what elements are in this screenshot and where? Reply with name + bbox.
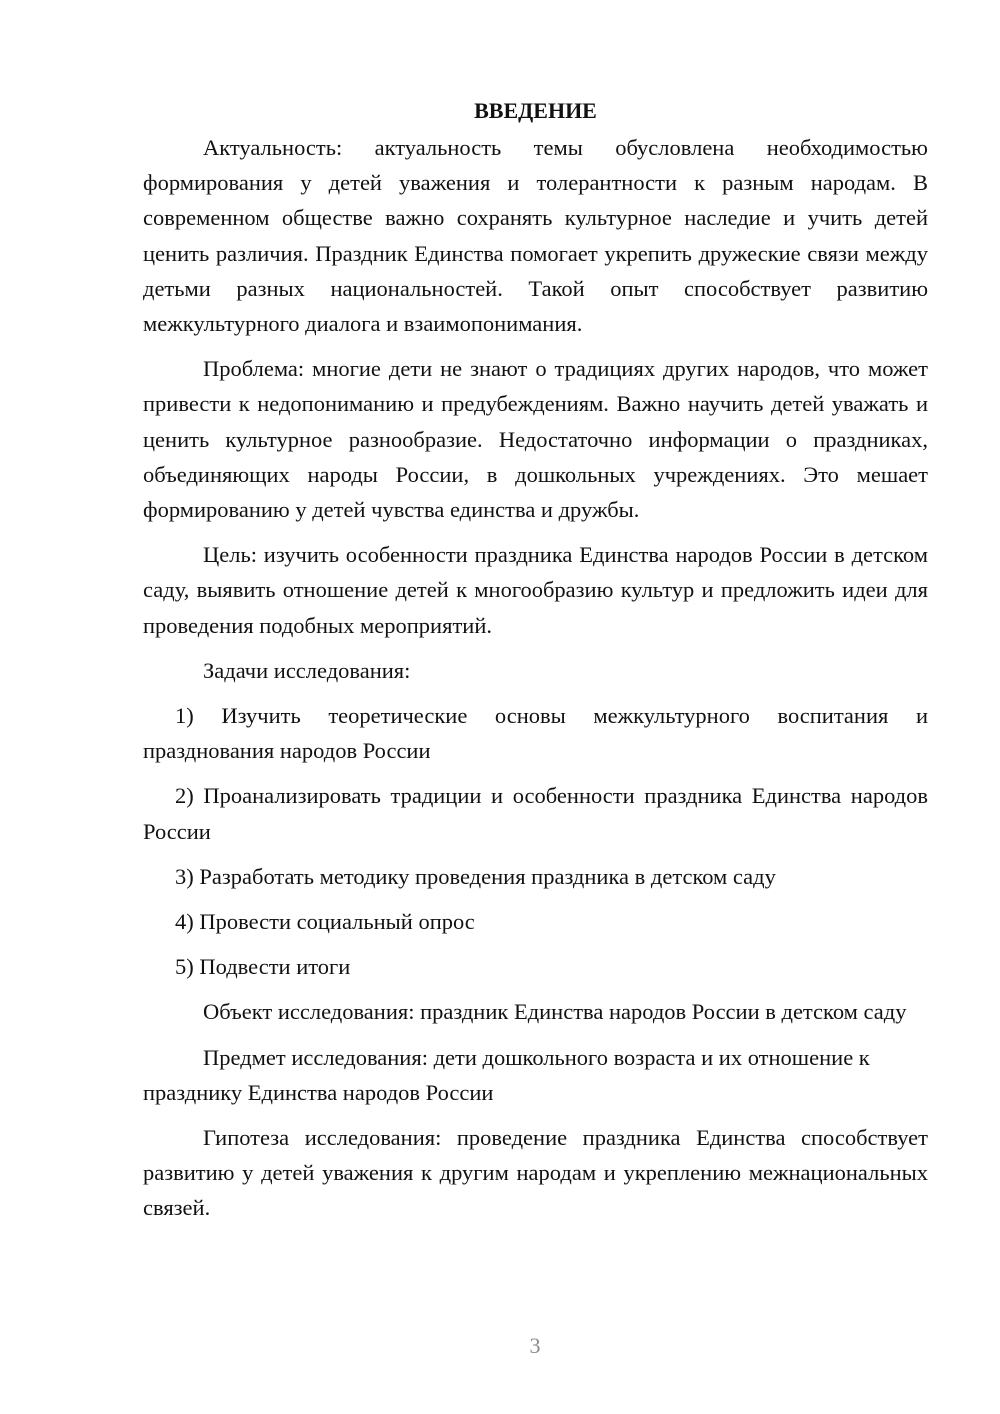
goal-paragraph: Цель: изучить особенности праздника Единства народов России в детском саду, выявить отношение детей к многообразию культур и предложить идеи для проведения подобных мероприятий. — [143, 542, 928, 638]
task-item: 3) Разработать методику проведения праздника в детском саду — [175, 863, 776, 889]
tasks-heading: Задачи исследования: — [203, 657, 411, 683]
document-page — [143, 96, 928, 1236]
relevance-paragraph: Актуальность: актуальность темы обусловлена необходимостью формирования у детей уважения и толерантности к разным народам. В современном обществе важно сохранять культурное наследие и учить детей ценить различия. Праздник Единства помогает укрепить дружеские связи между детьми разных национальностей. Такой опыт способствует развитию межкультурного диалога и взаимопонимания. — [143, 135, 928, 337]
task-item: 4) Провести социальный опрос — [175, 909, 475, 935]
section-title: ВВЕДЕНИЕ — [474, 98, 597, 123]
object-paragraph: Объект исследования: праздник Единства народов России в детском саду — [203, 999, 907, 1025]
tasks-list — [143, 698, 928, 984]
task-item: 1) Изучить теоретические основы межкультурного воспитания и празднования народов России — [143, 703, 928, 764]
page-number: 3 — [529, 1333, 541, 1358]
problem-paragraph: Проблема: многие дети не знают о традициях других народов, что может привести к недопониманию и предубеждениям. Важно научить детей уважать и ценить культурное разнообразие. Недостаточно информации о праздниках, объединяющих народы России, в дошкольных учреждениях. Это мешает формированию у детей чувства единства и дружбы. — [143, 356, 928, 523]
task-item: 2) Проанализировать традиции и особенности праздника Единства народов России — [143, 783, 928, 844]
subject-paragraph: Предмет исследования: дети дошкольного возраста и их отношение к празднику Единства народов России — [143, 1044, 870, 1105]
task-item: 5) Подвести итоги — [175, 954, 351, 980]
hypothesis-paragraph: Гипотеза исследования: проведение праздника Единства способствует развитию у детей уважения к другим народам и укреплению межнациональных связей. — [143, 1125, 928, 1221]
